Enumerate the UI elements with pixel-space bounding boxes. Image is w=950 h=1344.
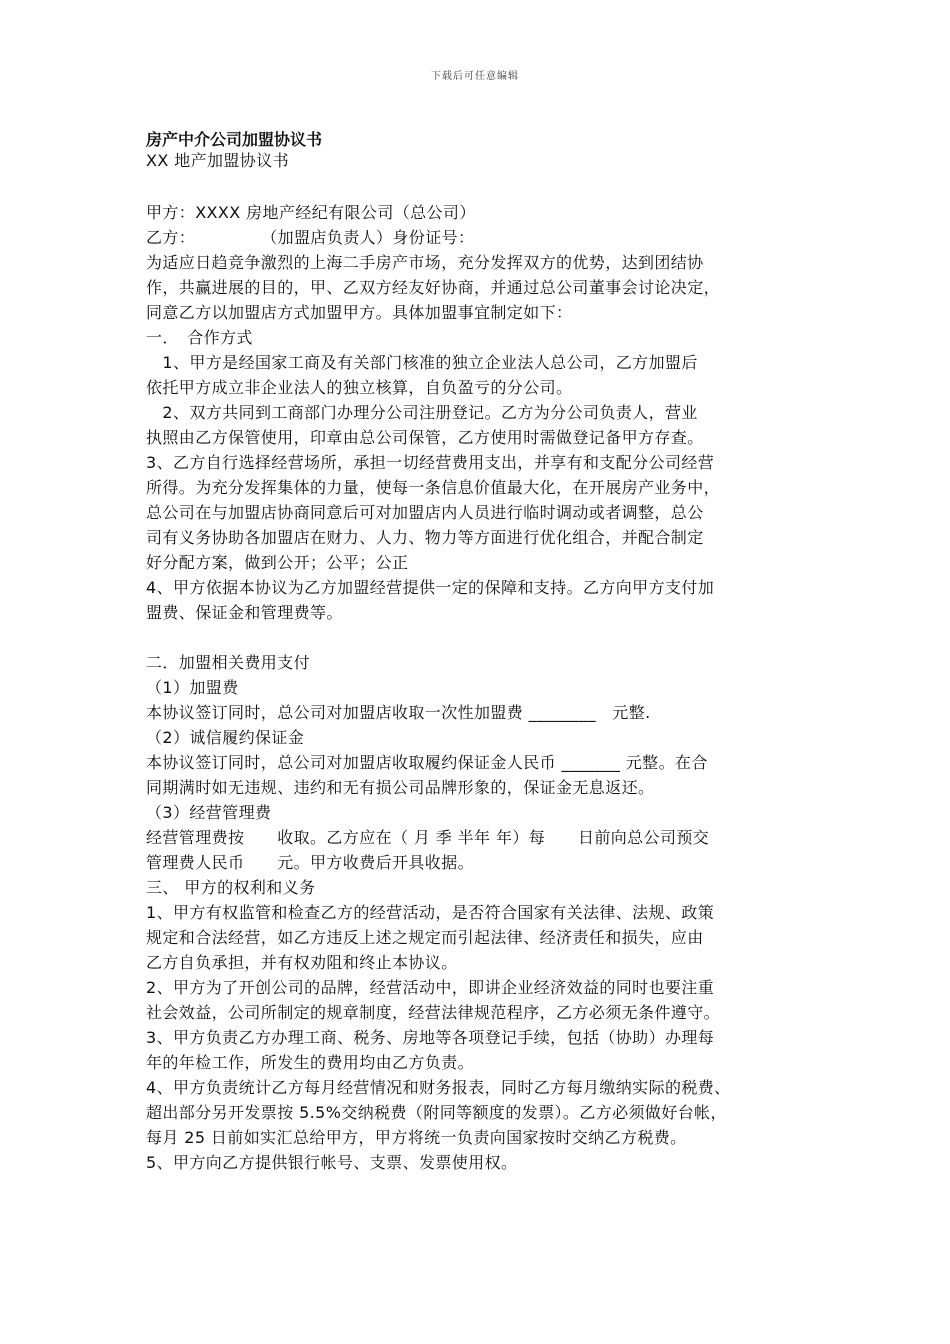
paragraph-line: 盟费、保证金和管理费等。 bbox=[146, 603, 343, 622]
paragraph-line: 乙方自负承担，并有权劝阻和终止本协议。 bbox=[146, 953, 458, 972]
paragraph-line: 社会效益，公司所制定的规章制度，经营法律规范程序，乙方必须无条件遵守。 bbox=[146, 1003, 721, 1022]
paragraph-line: 管理费人民币 元。甲方收费后开具收据。 bbox=[146, 853, 475, 872]
paragraph-line: 司有义务协助各加盟店在财力、人力、物力等方面进行优化组合，并配合制定 bbox=[146, 528, 704, 547]
section-heading: 三、 甲方的权利和义务 bbox=[146, 878, 316, 897]
paragraph-line: 作，共赢进展的目的，甲、乙双方经友好协商，并通过总公司董事会讨论决定， bbox=[146, 278, 721, 297]
paragraph-line: 本协议签订同时，总公司对加盟店收取一次性加盟费 ________ 元整. bbox=[146, 703, 651, 722]
paragraph-line: 1、甲方有权监管和检查乙方的经营活动，是否符合国家有关法律、法规、政策 bbox=[146, 903, 715, 922]
doc-subtitle: XX 地产加盟协议书 bbox=[146, 151, 290, 170]
document-title: 房产中介公司加盟协议书 bbox=[146, 130, 323, 149]
subsection-heading: （3）经营管理费 bbox=[146, 803, 272, 822]
paragraph-line: 3、乙方自行选择经营场所，承担一切经营费用支出，并享有和支配分公司经营 bbox=[146, 453, 715, 472]
paragraph-line: 经营管理费按 收取。乙方应在（ 月 季 半年 年）每 日前向总公司预交 bbox=[146, 828, 710, 847]
paragraph-line: 同意乙方以加盟店方式加盟甲方。具体加盟事宜制定如下： bbox=[146, 303, 573, 322]
paragraph-line: 每月 25 日前如实汇总给甲方，甲方将统一负责向国家按时交纳乙方税费。 bbox=[146, 1128, 687, 1147]
paragraph-line: 4、甲方负责统计乙方每月经营情况和财务报表，同时乙方每月缴纳实际的税费、 bbox=[146, 1078, 731, 1097]
paragraph-line: 好分配方案，做到公开；公平；公正 bbox=[146, 553, 409, 572]
section-heading: 二．加盟相关费用支付 bbox=[146, 653, 311, 672]
paragraph-line: 同期满时如无违规、违约和无有损公司品牌形象的，保证金无息返还。 bbox=[146, 778, 655, 797]
paragraph-line: 2、甲方为了开创公司的品牌，经营活动中，即讲企业经济效益的同时也要注重 bbox=[146, 978, 715, 997]
paragraph-line: 所得。为充分发挥集体的力量，使每一条信息价值最大化，在开展房产业务中， bbox=[146, 478, 721, 497]
paragraph-line: 5、甲方向乙方提供银行帐号、支票、发票使用权。 bbox=[146, 1153, 518, 1172]
paragraph-line: 年的年检工作，所发生的费用均由乙方负责。 bbox=[146, 1053, 475, 1072]
paragraph-line: 超出部分另开发票按 5.5%交纳税费（附同等额度的发票）。乙方必须做好台帐， bbox=[146, 1103, 727, 1122]
paragraph-line: 依托甲方成立非企业法人的独立核算，自负盈亏的分公司。 bbox=[146, 378, 573, 397]
paragraph-line: 1、甲方是经国家工商及有关部门核准的独立企业法人总公司，乙方加盟后 bbox=[146, 353, 698, 372]
party-a-line: 甲方：XXXX 房地产经纪有限公司（总公司） bbox=[146, 203, 476, 222]
page-header-note: 下载后可任意编辑 bbox=[431, 71, 519, 82]
subsection-heading: （1）加盟费 bbox=[146, 678, 239, 697]
paragraph-line: 2、双方共同到工商部门办理分公司注册登记。乙方为分公司负责人，营业 bbox=[146, 403, 698, 422]
paragraph-line: 本协议签订同时，总公司对加盟店收取履约保证金人民币 _______ 元整。在合 bbox=[146, 753, 708, 772]
paragraph-line: 规定和合法经营，如乙方违反上述之规定而引起法律、经济责任和损失，应由 bbox=[146, 928, 704, 947]
paragraph-line: 3、甲方负责乙方办理工商、税务、房地等各项登记手续，包括（协助）办理每 bbox=[146, 1028, 715, 1047]
paragraph-line: 为适应日趋竞争激烈的上海二手房产市场，充分发挥双方的优势，达到团结协 bbox=[146, 253, 704, 272]
paragraph-line: 4、甲方依据本协议为乙方加盟经营提供一定的保障和支持。乙方向甲方支付加 bbox=[146, 578, 715, 597]
paragraph-line: 执照由乙方保管使用，印章由总公司保管，乙方使用时需做登记备甲方存查。 bbox=[146, 428, 704, 447]
subsection-heading: （2）诚信履约保证金 bbox=[146, 728, 305, 747]
paragraph-line: 总公司在与加盟店协商同意后可对加盟店内人员进行临时调动或者调整，总公 bbox=[146, 503, 704, 522]
party-b-line: 乙方： （加盟店负责人）身份证号： bbox=[146, 228, 475, 247]
section-heading: 一． 合作方式 bbox=[146, 328, 253, 347]
